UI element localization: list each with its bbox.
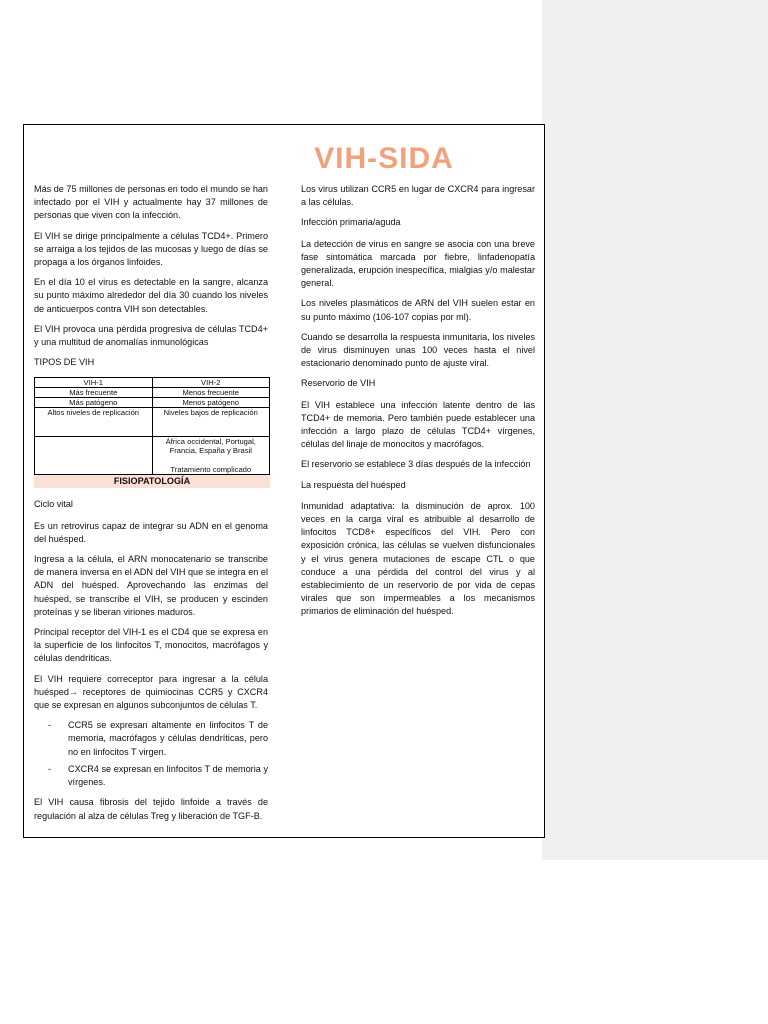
vih-types-table bbox=[34, 377, 270, 475]
table-header-cell: VIH-1 bbox=[35, 378, 153, 388]
comment-pane bbox=[542, 0, 768, 860]
table-cell: África occidental, Portugal, Francia, España y Brasil bbox=[152, 437, 270, 466]
paragraph: El VIH requiere correceptor para ingresar a la célula huésped→ receptores de quimiocinas CCR5 y CXCR4 que se expresan en algunos subconjuntos de células T. bbox=[34, 673, 268, 711]
paragraph: Inmunidad adaptativa: la disminución de aprox. 100 veces en la carga viral es atribuible al desarrollo de linfocitos TCD8+ específicos del VIH. Pero con exposición crónica, las células se vuelven disfuncionales y el virus genera mutaciones de escape CTL o que conduce a una pérdida del control del virus y al establecimiento de un reservorio de por vida de cepas virales que son impermeables a los mecanismos primarios de eliminación del huésped. bbox=[301, 500, 535, 617]
right-column bbox=[301, 183, 535, 626]
bullet-dash: - bbox=[48, 763, 52, 774]
paragraph: El VIH establece una infección latente dentro de las TCD4+ de memoria. Pero también puede establecer una infección a largo plazo de células TCD4+ vírgenes, células del linaje de monocitos y macrófagos. bbox=[301, 399, 535, 450]
paragraph: Es un retrovirus capaz de integrar su ADN en el genoma del huésped. bbox=[34, 520, 268, 544]
left-column bbox=[34, 183, 268, 830]
section-heading-respuesta: La respuesta del huésped bbox=[301, 479, 406, 490]
table-cell: Menos frecuente bbox=[152, 388, 270, 398]
fisiopatologia-heading: FISIOPATOLOGÍA bbox=[34, 475, 270, 488]
paragraph: El VIH provoca una pérdida progresiva de células TCD4+ y una multitud de anomalías inmunológicas bbox=[34, 323, 268, 348]
bullet-dash: - bbox=[48, 720, 52, 731]
paragraph: Más de 75 millones de personas en todo el mundo se han infectado por el VIH y actualmente hay 37 millones de personas que viven con la infección. bbox=[34, 184, 268, 221]
table-cell: Más patógeno bbox=[35, 398, 153, 408]
table-cell bbox=[35, 437, 153, 466]
table-cell bbox=[35, 465, 153, 475]
table-row bbox=[35, 465, 270, 475]
table-cell: Más frecuente bbox=[35, 388, 153, 398]
table-row bbox=[35, 437, 270, 466]
list-item-text: CCR5 se expresan altamente en linfocitos T de memoria, macrófagos y células dendríticas, pero no en linfocitos T virgen. bbox=[68, 720, 268, 757]
paragraph: Cuando se desarrolla la respuesta inmunitaria, los niveles de virus disminuyen unas 100 veces hasta el nivel estacionario denominado punto de ajuste viral. bbox=[301, 331, 535, 369]
paragraph: El VIH causa fibrosis del tejido linfoide a través de regulación al alza de células Treg y liberación de TGF-B. bbox=[34, 797, 268, 821]
table-header-cell: VIH-2 bbox=[152, 378, 270, 388]
table-row bbox=[35, 398, 270, 408]
paragraph: El reservorio se establece 3 días después de la infección bbox=[301, 459, 531, 470]
section-heading-reservorio: Reservorio de VIH bbox=[301, 378, 376, 389]
paragraph: Ingresa a la célula, el ARN monocatenario se transcribe de manera inversa en el ADN del VIH que se integra en el ADN del huésped. Aprovechando las enzimas del huésped, se transcribe el VIH, se producen y escinden proteínas y se liberan viriones maduros. bbox=[34, 554, 268, 617]
paragraph: En el día 10 el virus es detectable en la sangre, alcanza su punto máximo alrededor del día 30 cuando los niveles de anticuerpos contra VIH son detectables. bbox=[34, 277, 268, 314]
table-cell: Niveles bajos de replicación bbox=[152, 408, 270, 437]
list-item-text: CXCR4 se expresan en linfocitos T de memoria y vírgenes. bbox=[68, 763, 268, 788]
paragraph: Principal receptor del VIH-1 es el CD4 que se expresa en la superficie de los linfocitos T, monocitos, macrófagos y células dendríticas. bbox=[34, 627, 268, 664]
table-cell: Altos niveles de replicación bbox=[35, 408, 153, 437]
paragraph: Los niveles plasmáticos de ARN del VIH suelen estar en su punto máximo (106-107 copias por ml). bbox=[301, 298, 535, 322]
table-cell: Menos patógeno bbox=[152, 398, 270, 408]
table-header-row bbox=[35, 378, 270, 388]
paragraph: El VIH se dirige principalmente a células TCD4+. Primero se arraiga a los tejidos de las mucosas y luego de días se propaga a los órganos linfoides. bbox=[34, 230, 268, 268]
paragraph: La detección de virus en sangre se asocia con una breve fase sintomática marcada por fiebre, linfadenopatía generalizada, erupción inespecífica, mialgias y/o malestar general. bbox=[301, 238, 535, 289]
document-title: VIH-SIDA bbox=[314, 142, 454, 175]
list-item bbox=[34, 763, 268, 789]
table-cell: Tratamiento complicado bbox=[152, 465, 270, 475]
table-row bbox=[35, 408, 270, 437]
correceptor-list bbox=[34, 719, 268, 789]
table-row bbox=[35, 388, 270, 398]
section-heading-infeccion: Infección primaria/aguda bbox=[301, 217, 401, 228]
section-heading-ciclo: Ciclo vital bbox=[34, 499, 73, 510]
list-item bbox=[34, 719, 268, 759]
paragraph: Los virus utilizan CCR5 en lugar de CXCR4 para ingresar a las células. bbox=[301, 184, 535, 208]
section-heading-tipos: TIPOS DE VIH bbox=[34, 357, 95, 368]
